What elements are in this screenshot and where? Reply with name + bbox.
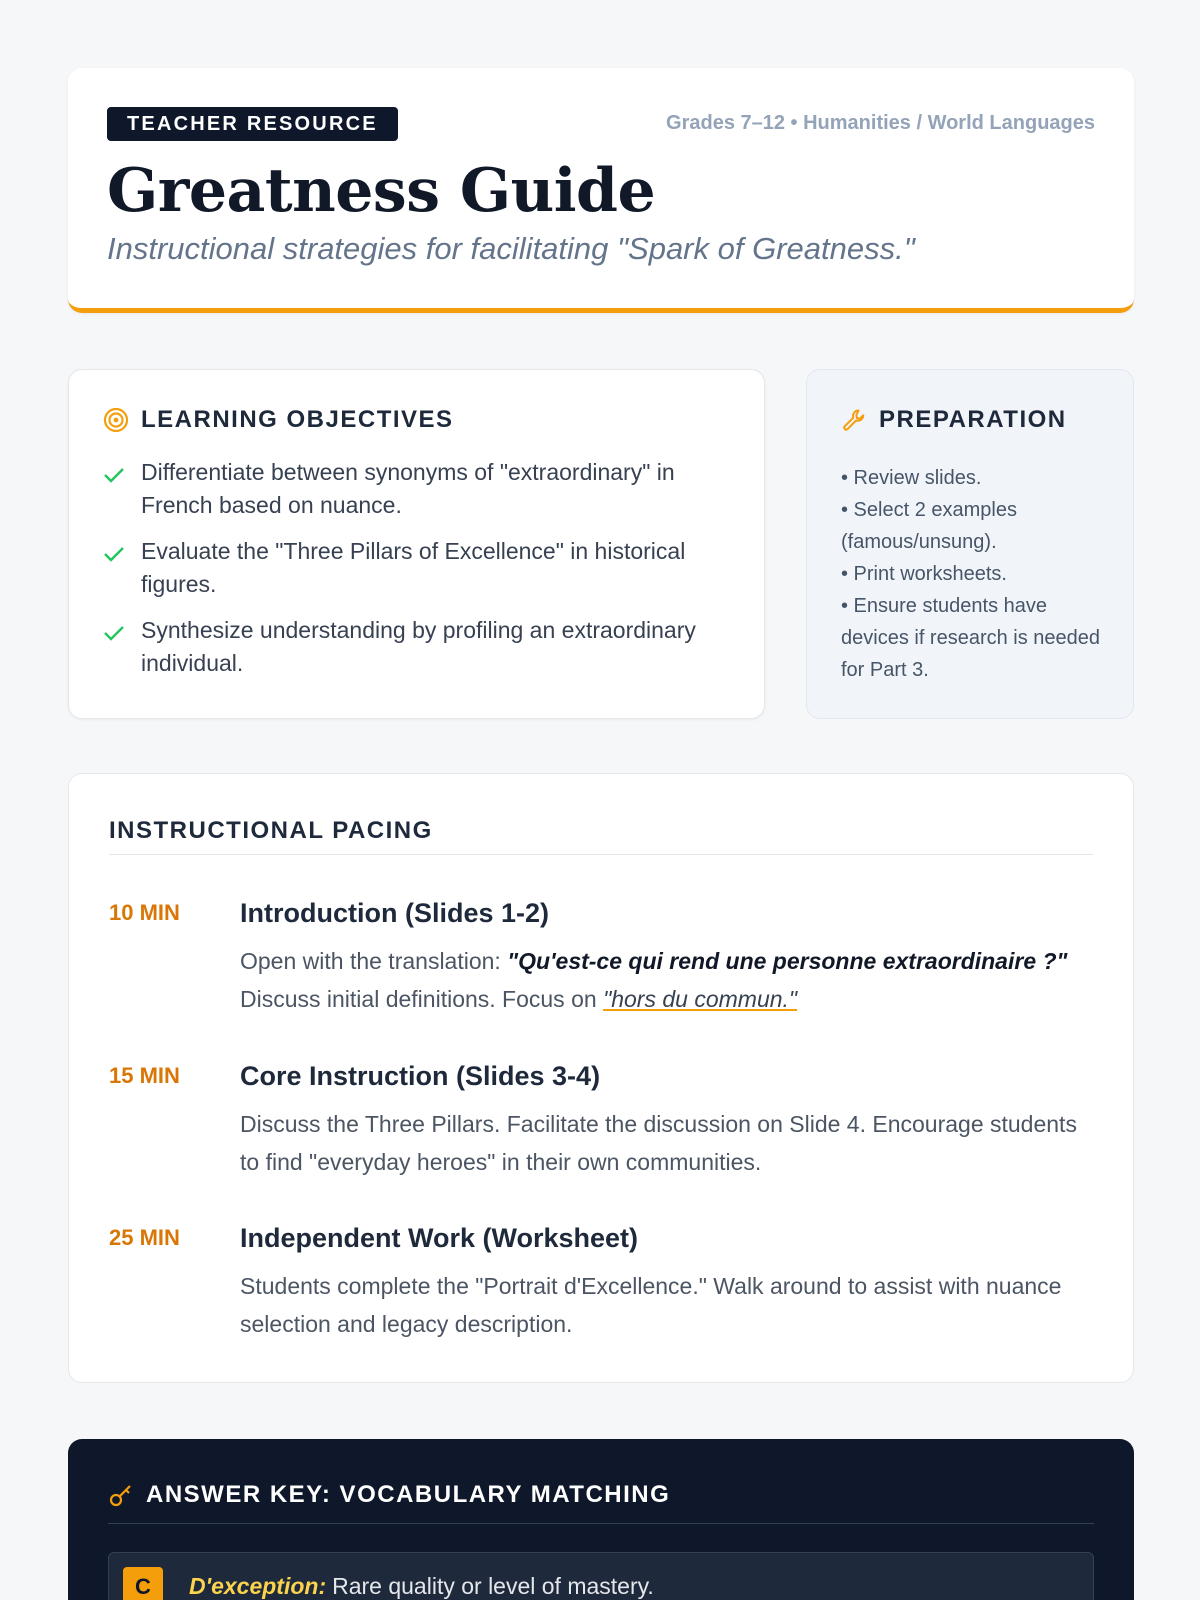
key-icon <box>108 1482 134 1508</box>
preparation-heading <box>841 406 1067 434</box>
answer-key-heading <box>108 1481 670 1509</box>
pacing-heading: INSTRUCTIONAL PACING <box>109 817 433 844</box>
pacing-quote: "Qu'est-ce qui rend une personne extraordinaire ?" <box>507 948 1068 974</box>
resource-badge: TEACHER RESOURCE <box>107 107 398 141</box>
preparation-item: • Ensure students have devices if research is needed for Part 3. <box>841 595 1101 681</box>
preparation-list <box>841 462 1111 686</box>
objective-item <box>103 535 733 601</box>
page-subtitle: Instructional strategies for facilitating "Spark of Greatness." <box>107 231 915 266</box>
wrench-icon <box>841 407 867 433</box>
pacing-time: 10 MIN <box>109 900 180 925</box>
objective-text: Synthesize understanding by profiling an extraordinary individual. <box>141 617 696 676</box>
preparation-item: • Review slides. <box>841 467 982 489</box>
pacing-row-title: Introduction (Slides 1-2) <box>240 898 550 928</box>
answer-key-label: ANSWER KEY: VOCABULARY MATCHING <box>146 1481 671 1508</box>
check-icon <box>103 614 141 680</box>
answer-term: D'exception: <box>189 1573 327 1599</box>
check-icon <box>103 535 141 601</box>
learning-objectives-card <box>68 369 765 719</box>
objective-item <box>103 614 733 680</box>
pacing-time: 15 MIN <box>109 1063 180 1088</box>
answer-text <box>189 1573 654 1600</box>
pacing-row-body: Discuss the Three Pillars. Facilitate the discussion on Slide 4. Encourage students to find "everyday heroes" in their own communities. <box>240 1111 1077 1175</box>
target-icon <box>103 407 129 433</box>
objectives-list <box>103 456 733 693</box>
pacing-row-title: Core Instruction (Slides 3-4) <box>240 1061 601 1091</box>
grade-subject-meta: Grades 7–12 • Humanities / World Languages <box>666 112 1095 134</box>
learning-objectives-label: LEARNING OBJECTIVES <box>141 406 454 433</box>
objective-item <box>103 456 733 522</box>
header-card <box>68 68 1134 313</box>
page-title: Greatness Guide <box>107 156 656 226</box>
pacing-row-body <box>240 942 1095 1018</box>
check-icon <box>103 456 141 522</box>
answer-letter-badge: C <box>123 1567 163 1600</box>
pacing-lead-text: Open with the translation: <box>240 948 508 974</box>
preparation-item: • Print worksheets. <box>841 563 1007 585</box>
pacing-highlight: "hors du commun." <box>603 986 798 1012</box>
preparation-item: • Select 2 examples (famous/unsung). <box>841 499 1017 553</box>
preparation-card <box>806 369 1134 719</box>
learning-objectives-heading <box>103 406 454 434</box>
answer-key-item <box>108 1552 1094 1600</box>
pacing-row-body: Students complete the "Portrait d'Excellence." Walk around to assist with nuance selection and legacy description. <box>240 1273 1062 1337</box>
answer-definition: Rare quality or level of mastery. <box>332 1573 654 1599</box>
pacing-divider <box>109 854 1093 855</box>
pacing-row-title: Independent Work (Worksheet) <box>240 1223 639 1253</box>
objective-text: Evaluate the "Three Pillars of Excellence" in historical figures. <box>141 538 686 597</box>
pacing-mid-text: Discuss initial definitions. Focus on <box>240 986 604 1012</box>
instructional-pacing-card <box>68 773 1134 1383</box>
answer-key-card <box>68 1439 1134 1600</box>
objective-text: Differentiate between synonyms of "extraordinary" in French based on nuance. <box>141 459 675 518</box>
preparation-label: PREPARATION <box>879 406 1067 433</box>
pacing-time: 25 MIN <box>109 1225 180 1250</box>
answer-key-divider <box>108 1523 1094 1524</box>
